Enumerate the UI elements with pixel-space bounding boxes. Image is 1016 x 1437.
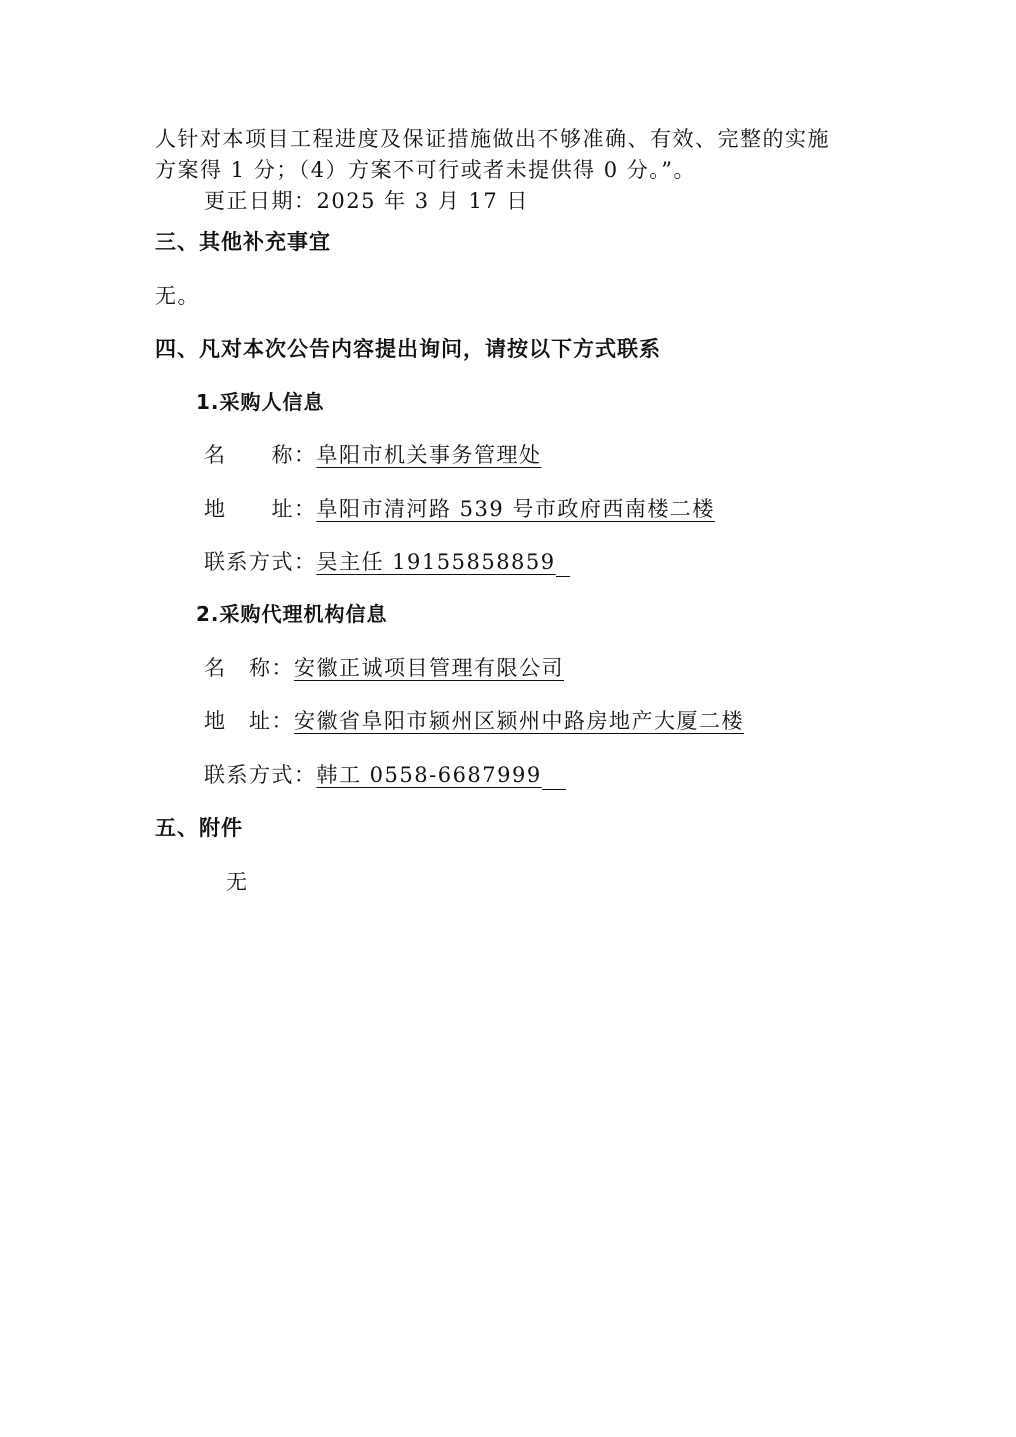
purchaser-name-label: 名 称：	[204, 443, 317, 467]
purchaser-contact-row	[204, 547, 570, 577]
agency-name-row	[204, 653, 564, 683]
agency-contact-value: 韩工 0558-6687999	[316, 763, 542, 787]
section-3-body: 无。	[155, 284, 200, 308]
agency-info-heading: 2.采购代理机构信息	[196, 602, 388, 626]
section-5-body: 无	[226, 870, 249, 894]
agency-contact-underline-pad	[542, 767, 566, 790]
agency-address-value: 安徽省阜阳市颍州区颍州中路房地产大厦二楼	[294, 709, 744, 733]
agency-contact-label: 联系方式：	[204, 763, 317, 787]
purchaser-address-label: 地 址：	[204, 497, 317, 521]
correction-date: 更正日期：2025 年 3 月 17 日	[204, 189, 529, 213]
purchaser-contact-label: 联系方式：	[204, 550, 317, 574]
purchaser-address-row	[204, 494, 715, 524]
paragraph-line-2: 方案得 1 分；（4）方案不可行或者未提供得 0 分。”。	[155, 158, 697, 182]
agency-contact-row	[204, 760, 566, 790]
section-4-heading: 四、凡对本次公告内容提出询问，请按以下方式联系	[155, 337, 661, 361]
section-3-heading: 三、其他补充事宜	[155, 230, 331, 254]
purchaser-contact-value: 吴主任 19155858859	[316, 550, 556, 574]
section-5-heading: 五、附件	[155, 816, 243, 840]
purchaser-contact-underline-pad	[556, 554, 570, 577]
agency-address-row	[204, 706, 744, 736]
purchaser-info-heading: 1.采购人信息	[196, 390, 325, 414]
paragraph-line-1: 人针对本项目工程进度及保证措施做出不够准确、有效、完整的实施	[155, 127, 830, 151]
agency-address-label: 地 址：	[204, 709, 294, 733]
agency-name-value: 安徽正诚项目管理有限公司	[294, 656, 564, 680]
purchaser-address-value: 阜阳市清河路 539 号市政府西南楼二楼	[316, 497, 715, 521]
purchaser-name-value: 阜阳市机关事务管理处	[316, 443, 542, 467]
purchaser-name-row	[204, 440, 542, 470]
agency-name-label: 名 称：	[204, 656, 294, 680]
